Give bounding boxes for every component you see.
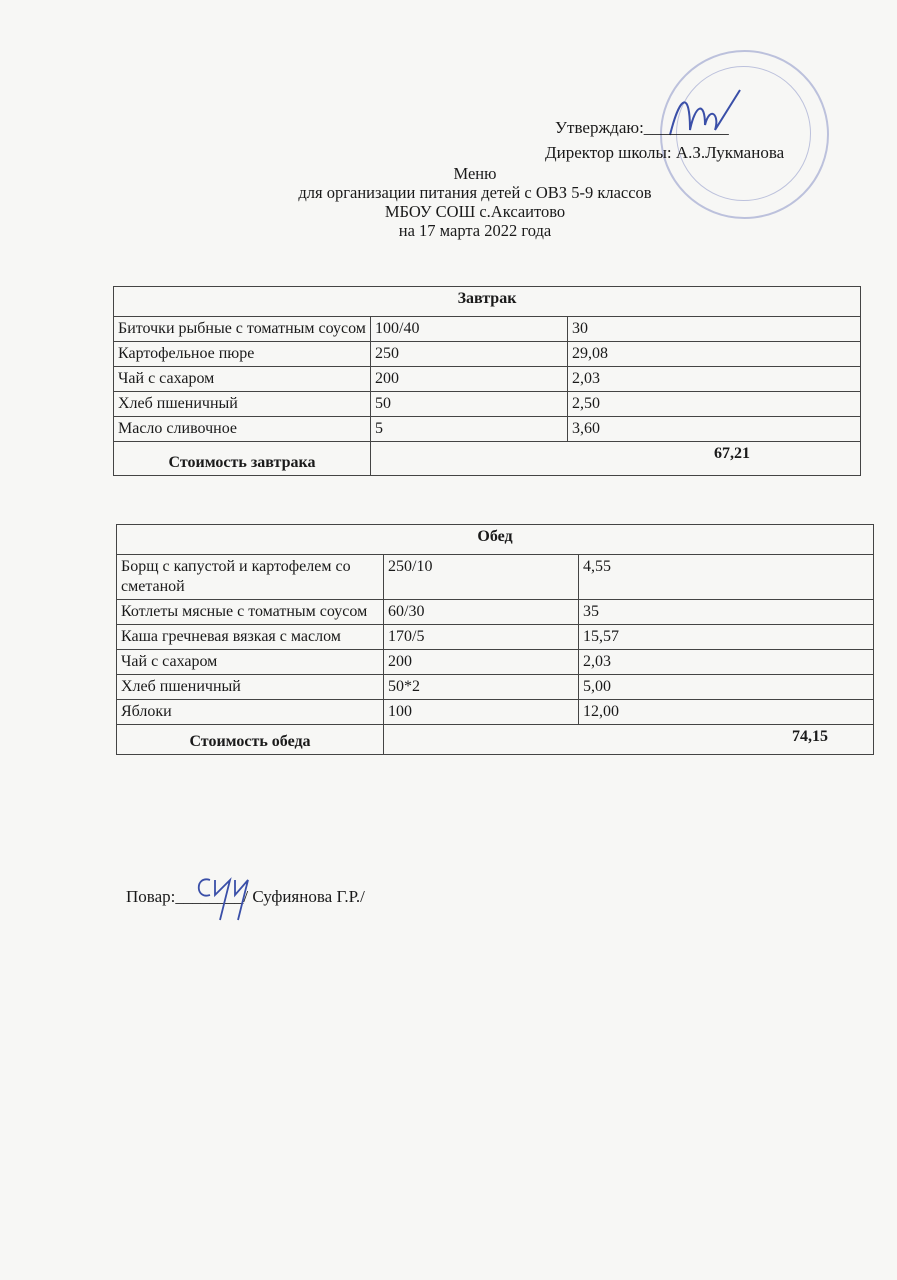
table-row (117, 700, 874, 725)
table-row (114, 342, 861, 367)
doc-title: Меню (453, 164, 497, 183)
doc-date: на 17 марта 2022 года (398, 221, 552, 240)
table-row (117, 555, 874, 600)
lunch-heading: Обед (117, 525, 874, 555)
dish-portion: 5 (371, 417, 568, 442)
dish-portion: 100 (384, 700, 579, 725)
cook-signature (190, 865, 255, 925)
dish-name: Каша гречневая вязкая с маслом (117, 625, 384, 650)
dish-portion: 250/10 (384, 555, 579, 600)
school-name: МБОУ СОШ с.Аксаитово (384, 202, 566, 221)
lunch-table (116, 524, 874, 755)
dish-name: Хлеб пшеничный (117, 675, 384, 700)
doc-subtitle: для организации питания детей с ОВЗ 5-9 классов (298, 183, 652, 202)
table-row (117, 650, 874, 675)
dish-price: 12,00 (579, 700, 874, 725)
dish-name: Котлеты мясные с томатным соусом (117, 600, 384, 625)
dish-portion: 50*2 (384, 675, 579, 700)
table-row (114, 367, 861, 392)
dish-price: 4,55 (579, 555, 874, 600)
dish-name: Хлеб пшеничный (114, 392, 371, 417)
dish-portion: 200 (384, 650, 579, 675)
dish-name: Чай с сахаром (117, 650, 384, 675)
dish-name: Картофельное пюре (114, 342, 371, 367)
dish-price: 3,60 (568, 417, 861, 442)
dish-price: 2,03 (579, 650, 874, 675)
table-row (114, 392, 861, 417)
dish-price: 35 (579, 600, 874, 625)
dish-portion: 60/30 (384, 600, 579, 625)
dish-price: 2,03 (568, 367, 861, 392)
dish-portion: 100/40 (371, 317, 568, 342)
dish-portion: 250 (371, 342, 568, 367)
table-row (117, 675, 874, 700)
dish-price: 30 (568, 317, 861, 342)
table-row (114, 317, 861, 342)
table-row (114, 417, 861, 442)
lunch-total-label: Стоимость обеда (117, 725, 384, 755)
dish-portion: 200 (371, 367, 568, 392)
dish-price: 29,08 (568, 342, 861, 367)
breakfast-total: 67,21 (371, 442, 861, 476)
table-row (117, 625, 874, 650)
dish-price: 2,50 (568, 392, 861, 417)
dish-price: 5,00 (579, 675, 874, 700)
director-name: Директор школы: А.З.Лукманова (545, 143, 785, 162)
dish-name: Биточки рыбные с томатным соусом (114, 317, 371, 342)
breakfast-heading: Завтрак (114, 287, 861, 317)
table-row (117, 600, 874, 625)
dish-name: Чай с сахаром (114, 367, 371, 392)
breakfast-table (113, 286, 861, 476)
dish-price: 15,57 (579, 625, 874, 650)
dish-name: Масло сливочное (114, 417, 371, 442)
lunch-total: 74,15 (384, 725, 874, 755)
dish-name: Борщ с капустой и картофелем со сметаной (117, 555, 384, 600)
approval-label: Утверждаю:__________ (555, 118, 729, 137)
breakfast-total-label: Стоимость завтрака (114, 442, 371, 476)
dish-name: Яблоки (117, 700, 384, 725)
dish-portion: 50 (371, 392, 568, 417)
cook-signature-line: Повар:________/ Суфиянова Г.Р./ (126, 887, 365, 906)
dish-portion: 170/5 (384, 625, 579, 650)
